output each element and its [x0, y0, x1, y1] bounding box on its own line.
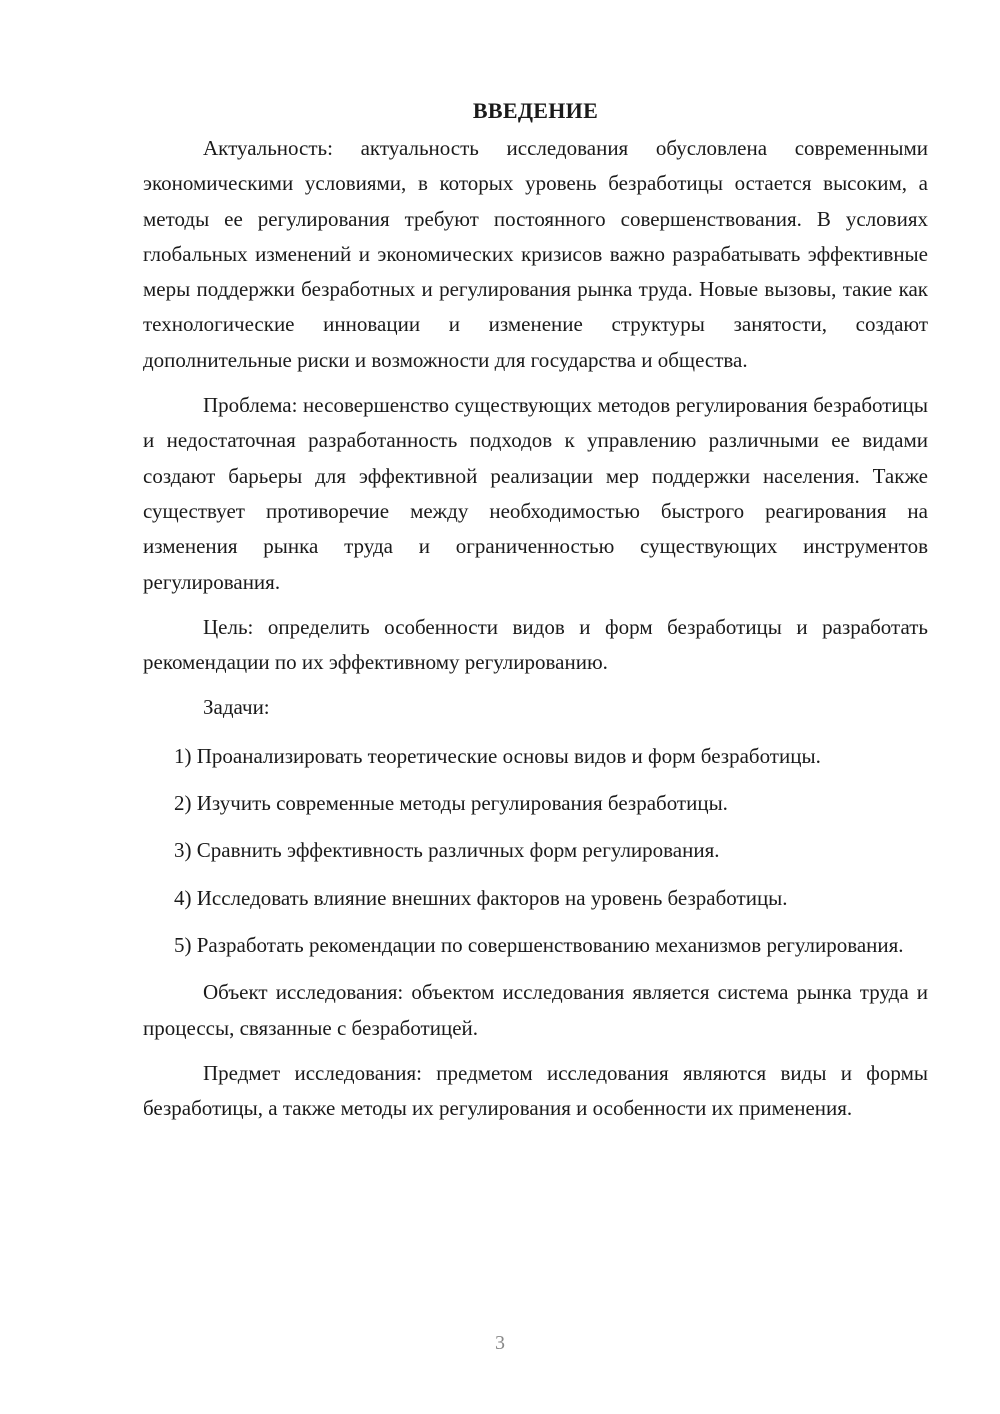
document-page	[143, 96, 928, 1136]
object-paragraph: Объект исследования: объектом исследования является система рынка труда и процессы, связанные с безработицей.	[143, 980, 928, 1040]
relevance-paragraph: Актуальность: актуальность исследования обусловлена современными экономическими условиями, в которых уровень безработицы остается высоким, а методы ее регулирования требуют постоянного совершенствования. В условиях глобальных изменений и экономических кризисов важно разрабатывать эффективные меры поддержки безработных и регулирования рынка труда. Новые вызовы, такие как технологические инновации и изменение структуры занятости, создают дополнительные риски и возможности для государства и общества.	[143, 136, 928, 372]
tasks-list	[143, 739, 928, 963]
tasks-label: Задачи:	[203, 695, 270, 720]
task-item: 5) Разработать рекомендации по совершенствованию механизмов регулирования.	[174, 932, 904, 957]
section-heading: ВВЕДЕНИЕ	[472, 98, 599, 123]
page-number: 3	[495, 1332, 505, 1354]
task-item: 3) Сравнить эффективность различных форм регулирования.	[174, 838, 720, 863]
task-item: 1) Проанализировать теоретические основы видов и форм безработицы.	[174, 743, 821, 768]
goal-paragraph: Цель: определить особенности видов и форм безработицы и разработать рекомендации по их эффективному регулированию.	[143, 614, 928, 675]
task-item: 4) Исследовать влияние внешних факторов на уровень безработицы.	[174, 885, 788, 910]
problem-paragraph: Проблема: несовершенство существующих методов регулирования безработицы и недостаточная разработанность подходов к управлению различными ее видами создают барьеры для эффективной реализации мер поддержки населения. Также существует противоречие между необходимостью быстрого реагирования на изменения рынка труда и ограниченностью существующих инструментов регулирования.	[143, 393, 928, 594]
subject-paragraph: Предмет исследования: предметом исследования являются виды и формы безработицы, а также методы их регулирования и особенности их применения.	[143, 1060, 928, 1121]
task-item: 2) Изучить современные методы регулирования безработицы.	[174, 791, 728, 816]
